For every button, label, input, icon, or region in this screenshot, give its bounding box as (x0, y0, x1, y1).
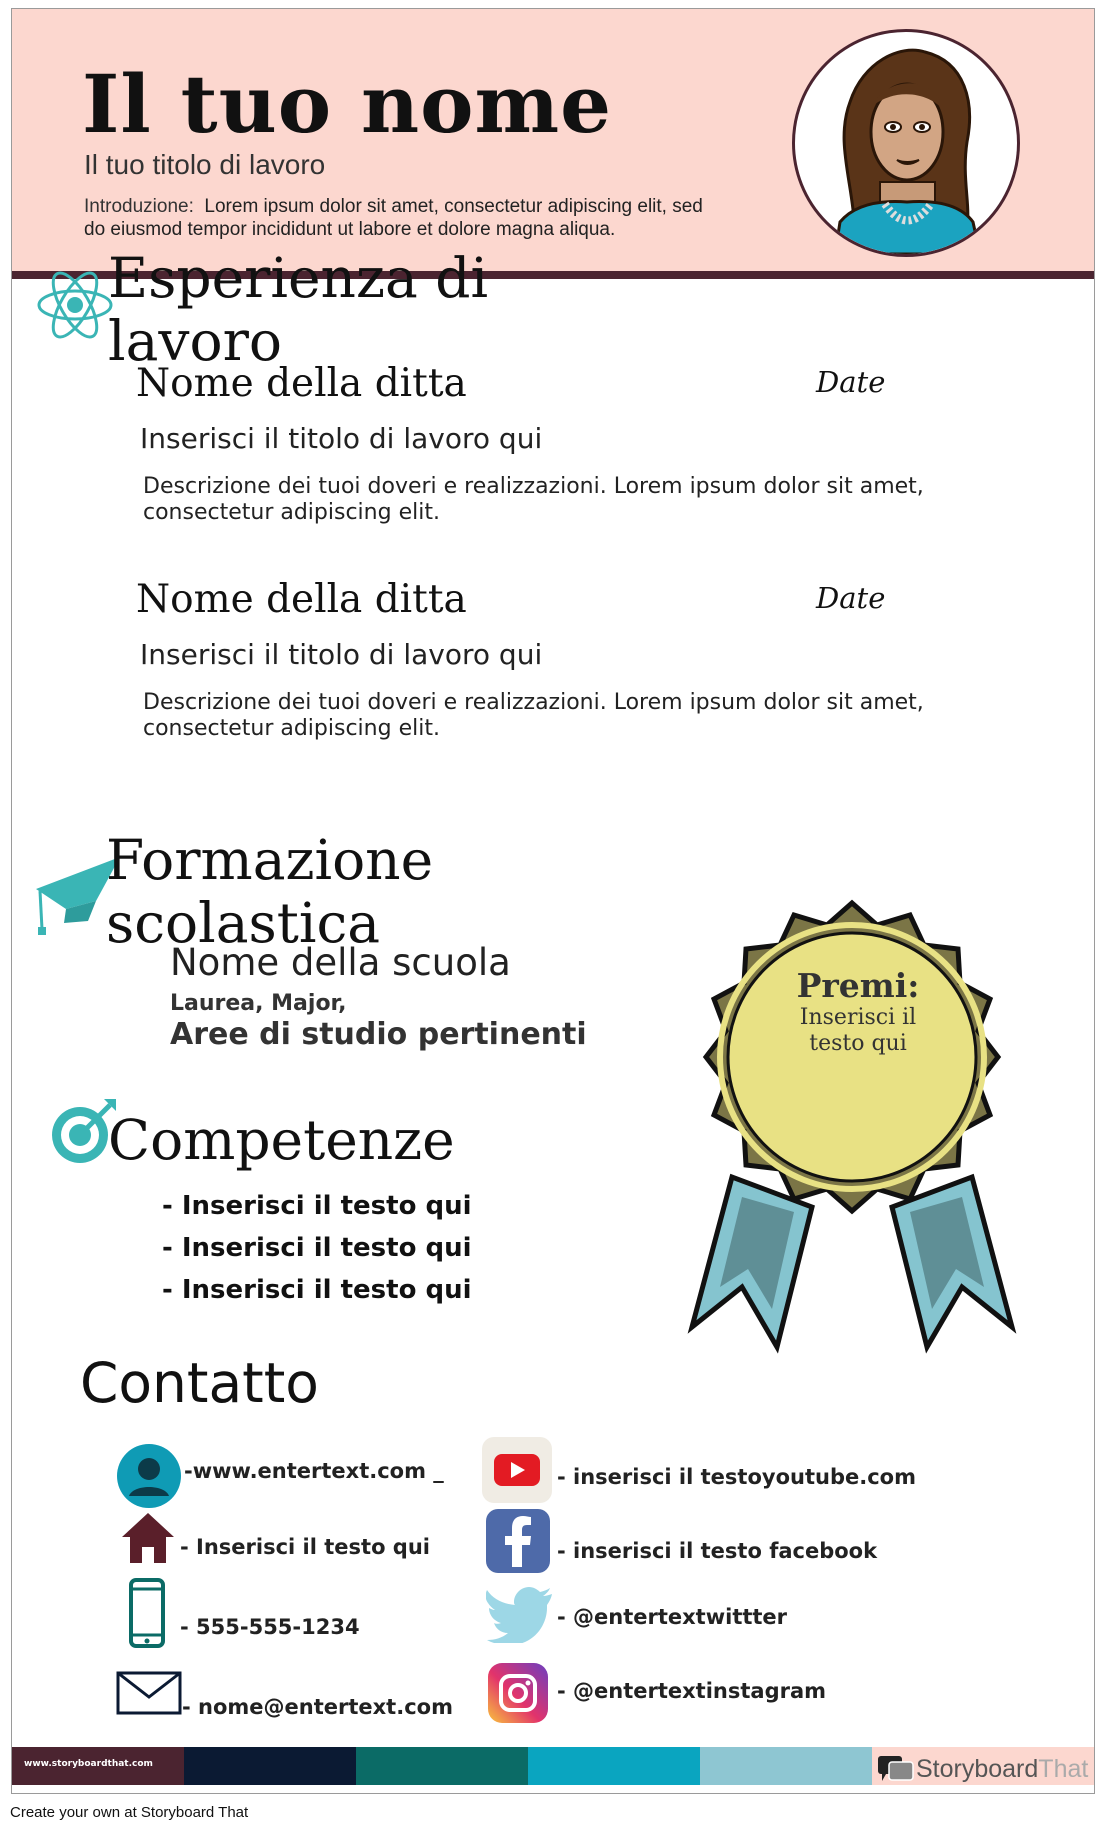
avatar (792, 29, 1020, 257)
mail-icon (116, 1671, 182, 1715)
contact-email: - nome@entertext.com (182, 1695, 453, 1719)
company-name: Nome della ditta (136, 577, 467, 622)
resume-name: Il tuo nome (82, 57, 613, 151)
intro-text: Lorem ipsum dolor sit amet, consectetur adipiscing elit, sed do eiusmod tempor incididunt ut labore et dolore magna aliqua. (84, 196, 703, 240)
home-icon (120, 1509, 176, 1565)
skill-item: - Inserisci il testo qui (162, 1191, 472, 1221)
user-icon (117, 1444, 181, 1508)
resume-page (11, 8, 1095, 1794)
job-date: Date (816, 581, 886, 615)
skill-item: - Inserisci il testo qui (162, 1233, 472, 1263)
job-description: Descrizione dei tuoi doveri e realizzazioni. Lorem ipsum dolor sit amet, consectetur adipiscing elit. (143, 474, 924, 525)
contact-title: Contatto (80, 1351, 319, 1415)
school-name: Nome della scuola (170, 941, 511, 984)
contact-instagram: - @entertextinstagram (557, 1679, 827, 1703)
company-name: Nome della ditta (136, 361, 467, 406)
storyboardthat-logo[interactable] (876, 1754, 1088, 1784)
contact-phone: - 555-555-1234 (180, 1615, 360, 1639)
create-link[interactable]: Create your own at Storyboard That (10, 1804, 249, 1821)
award-badge-icon (672, 877, 1032, 1357)
contact-website: -www.entertext.com _ (184, 1459, 444, 1483)
logo-that: That (1038, 1754, 1089, 1783)
job-description: Descrizione dei tuoi doveri e realizzazioni. Lorem ipsum dolor sit amet, consectetur adipiscing elit. (143, 690, 924, 741)
logo-story: Storyboard (916, 1754, 1039, 1783)
experience-title-line1: Esperienza di (108, 246, 489, 310)
education-title (106, 829, 433, 955)
award-text (772, 967, 944, 1057)
footer-swatch (528, 1747, 700, 1785)
intro-label: Introduzione: (84, 196, 194, 217)
footer-swatch (184, 1747, 356, 1785)
award-subtitle: Inserisci il testo qui (799, 1005, 917, 1056)
instagram-icon[interactable] (488, 1663, 548, 1723)
skill-item: - Inserisci il testo qui (162, 1275, 472, 1305)
atom-icon (36, 261, 114, 349)
watermark-url: www.storyboardthat.com (24, 1759, 153, 1769)
education-title-line2: scolastica (106, 891, 381, 955)
degree-text: Laurea, Major, (170, 991, 347, 1016)
skills-title: Competenze (108, 1108, 455, 1172)
contact-twitter: - @entertextwittter (557, 1605, 788, 1629)
twitter-icon[interactable] (486, 1587, 554, 1643)
job-date: Date (816, 365, 886, 399)
experience-title (108, 247, 488, 373)
footer-swatch (356, 1747, 528, 1785)
phone-icon (128, 1577, 166, 1649)
award-title: Premi: (796, 966, 920, 1005)
youtube-icon[interactable] (482, 1437, 552, 1503)
intro-paragraph (84, 195, 724, 241)
contact-facebook: - inserisci il testo facebook (557, 1539, 878, 1563)
contact-address: - Inserisci il testo qui (180, 1535, 430, 1559)
speech-bubble-icon (876, 1754, 916, 1784)
study-areas: Aree di studio pertinenti (170, 1017, 587, 1052)
resume-job-title: Il tuo titolo di lavoro (84, 149, 326, 180)
contact-youtube: - inserisci il testoyoutube.com (557, 1465, 916, 1489)
avatar-illustration-icon (795, 32, 1017, 254)
facebook-icon[interactable] (486, 1509, 550, 1573)
job-title: Inserisci il titolo di lavoro qui (140, 422, 543, 455)
footer-swatch (700, 1747, 872, 1785)
job-title: Inserisci il titolo di lavoro qui (140, 638, 543, 671)
education-title-line1: Formazione (106, 828, 434, 892)
experience-title-line2: lavoro (108, 309, 282, 373)
